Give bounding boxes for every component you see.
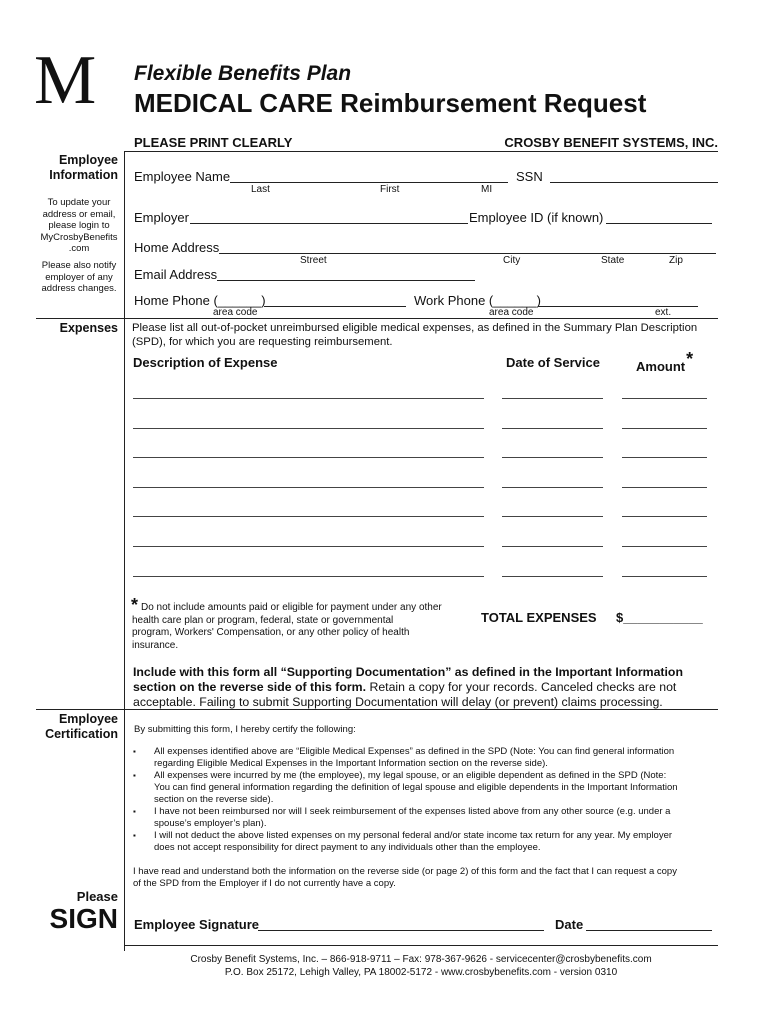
certification-bullet: ▪ I have not been reimbursed nor will I seek reimbursement of the expenses listed above from any other source (e.g. under a spouse’s employer’s plan).: [133, 806, 671, 829]
name-sub-mi: MI: [481, 184, 493, 195]
please-label: Please: [76, 889, 118, 904]
certification-bullet: ▪ All expenses identified above are “Eligible Medical Expenses” as defined in the SPD (Note: You can find general information regarding Eligible Medical Expenses in the Important Information section on the reverse side).: [133, 746, 675, 769]
email-label: Email Address: [134, 267, 218, 282]
expense-date-field[interactable]: [502, 516, 603, 517]
header-rule: [124, 151, 718, 152]
work-area-code-caption: area code: [489, 307, 534, 318]
work-phone-label: Work Phone (______): [414, 293, 541, 308]
home-area-code-caption: area code: [213, 307, 258, 318]
expenses-heading: Expenses: [59, 321, 118, 335]
address-sub-city: City: [503, 255, 521, 266]
expenses-instructions: Please list all out-of-pocket unreimbursed eligible medical expenses, as defined in the Summary Plan Description (SPD), for which you are requesting reimbursement.: [132, 322, 698, 348]
expense-date-field[interactable]: [502, 576, 603, 577]
employee-name-field[interactable]: [230, 182, 508, 183]
expense-amount-field[interactable]: [622, 487, 707, 488]
plan-title: Flexible Benefits Plan: [134, 62, 352, 85]
form-title: MEDICAL CARE Reimbursement Request: [134, 88, 647, 118]
section-divider: [124, 151, 125, 951]
expense-amount-field[interactable]: [622, 576, 707, 577]
home-phone-field[interactable]: [264, 306, 406, 307]
employer-label: Employer: [134, 210, 189, 225]
employee-info-heading: Employee Information: [49, 153, 118, 182]
expense-description-field[interactable]: [133, 457, 484, 458]
ssn-label: SSN: [516, 169, 543, 184]
expense-description-field[interactable]: [133, 398, 484, 399]
date-field[interactable]: [586, 930, 712, 931]
supporting-documentation-note: Include with this form all “Supporting Documentation” as defined in the Important Information section on the reverse side of this form. Retain a copy for your records. Canceled checks are not acceptable. Failing to submit Supporting Documentation will delay (or prevent) claims processing.: [133, 665, 683, 709]
expense-amount-field[interactable]: [622, 398, 707, 399]
employer-field[interactable]: [190, 223, 468, 224]
notify-employer-note: Please also notify employer of any address changes.: [41, 260, 117, 294]
address-sub-street: Street: [300, 255, 327, 266]
name-sub-first: First: [380, 184, 400, 195]
expense-date-field[interactable]: [502, 457, 603, 458]
expense-description-field[interactable]: [133, 487, 484, 488]
ssn-field[interactable]: [550, 182, 718, 183]
footer-rule: [124, 945, 718, 946]
update-address-note: To update your address or email, please login to MyCrosbyBenefits .com: [40, 197, 118, 254]
footer-contact: Crosby Benefit Systems, Inc. – 866-918-9711 – Fax: 978-367-9626 - servicecenter@crosbybenefits.com P.O. Box 25172, Lehigh Valley, PA 18002-5172 - www.crosbybenefits.com - version 0310: [190, 954, 652, 978]
work-ext-caption: ext.: [655, 307, 672, 318]
expenses-rule: [36, 318, 718, 319]
certification-bullet: ▪ I will not deduct the above listed expenses on my personal federal and/or state income tax return for any year. My employer does not accept responsibility for direct payment to any individuals other than the employee.: [133, 830, 673, 853]
total-expenses-label: TOTAL EXPENSES: [481, 610, 597, 625]
print-clearly-note: PLEASE PRINT CLEARLY: [134, 135, 293, 150]
col-amount-header: Amount*: [636, 349, 694, 374]
address-sub-state: State: [601, 255, 625, 266]
expense-amount-field[interactable]: [622, 457, 707, 458]
col-description-header: Description of Expense: [133, 355, 278, 370]
home-phone-label: Home Phone (______): [134, 293, 266, 308]
home-address-label: Home Address: [134, 240, 220, 255]
col-date-header: Date of Service: [506, 355, 600, 370]
expense-amount-field[interactable]: [622, 428, 707, 429]
sign-label: SIGN: [49, 903, 118, 934]
expense-description-field[interactable]: [133, 428, 484, 429]
certification-rule: [36, 709, 718, 710]
expense-date-field[interactable]: [502, 546, 603, 547]
email-field[interactable]: [217, 280, 475, 281]
certification-heading: Employee Certification: [45, 712, 118, 741]
expense-amount-field[interactable]: [622, 516, 707, 517]
name-sub-last: Last: [251, 184, 270, 195]
footnote-asterisk: *: [131, 595, 139, 615]
form-letter-logo: M: [34, 42, 97, 119]
employee-id-label: Employee ID (if known): [469, 210, 604, 225]
date-label: Date: [555, 917, 584, 932]
footnote-text: Do not include amounts paid or eligible for payment under any other health care plan or program, federal, state or governmental program, Workers' Compensation, or any other policy of health insurance.: [132, 602, 442, 651]
employee-signature-field[interactable]: [258, 930, 544, 931]
employee-id-field[interactable]: [606, 223, 712, 224]
employee-signature-label: Employee Signature: [134, 917, 259, 932]
total-expenses-field[interactable]: $___________: [616, 610, 703, 625]
address-sub-zip: Zip: [669, 255, 683, 266]
expense-description-field[interactable]: [133, 516, 484, 517]
acknowledgement-text: I have read and understand both the information on the reverse side (or page 2) of this form and the fact that I can request a copy of the SPD from the Employer if I do not currently have a copy.: [133, 866, 677, 889]
expense-date-field[interactable]: [502, 487, 603, 488]
employee-name-label: Employee Name: [134, 169, 231, 184]
work-phone-field[interactable]: [538, 306, 698, 307]
company-name: CROSBY BENEFIT SYSTEMS, INC.: [504, 135, 718, 150]
certification-bullet: ▪ All expenses were incurred by me (the employee), my legal spouse, or an eligible dependent as defined in the SPD (Note: You can find general information regarding the definition of legal spouse and eligible dependents in the Important Information section on the reverse side).: [133, 770, 678, 805]
expense-date-field[interactable]: [502, 428, 603, 429]
certification-intro: By submitting this form, I hereby certify the following:: [134, 724, 356, 735]
expense-amount-field[interactable]: [622, 546, 707, 547]
expense-description-field[interactable]: [133, 546, 484, 547]
certification-bullets: [133, 746, 713, 854]
home-address-field[interactable]: [219, 253, 716, 254]
expense-description-field[interactable]: [133, 576, 484, 577]
expense-date-field[interactable]: [502, 398, 603, 399]
